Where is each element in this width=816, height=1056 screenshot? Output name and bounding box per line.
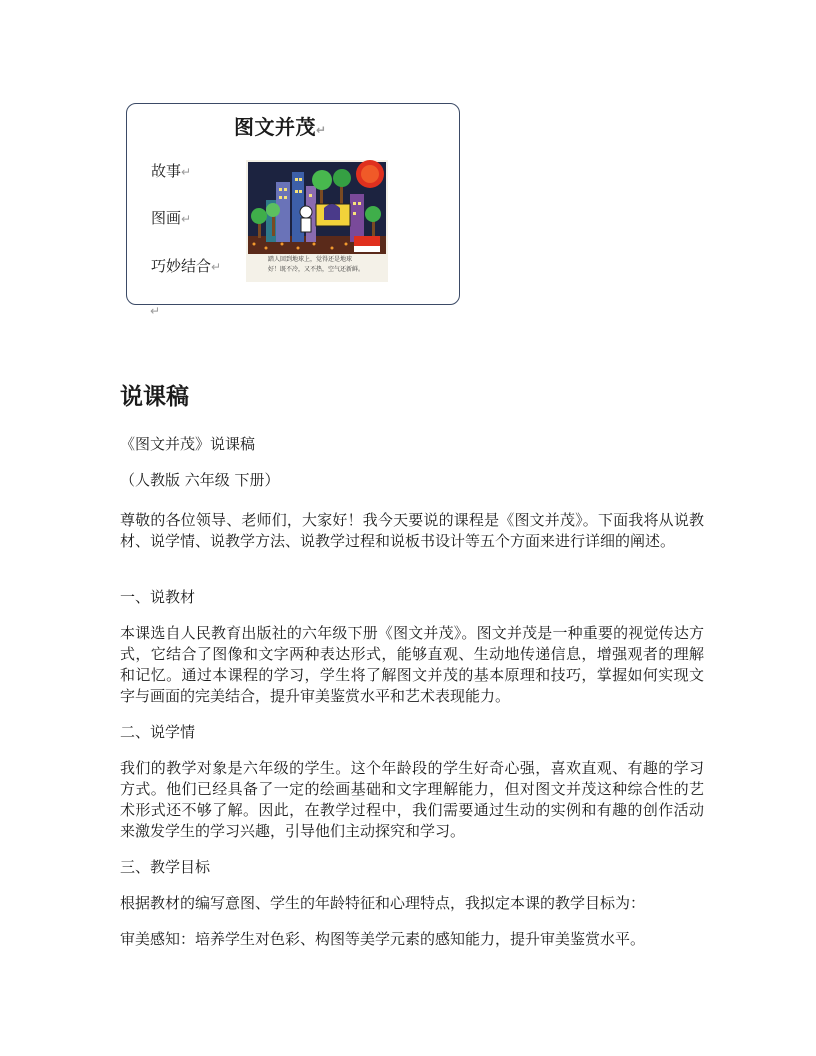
drawing-caption xyxy=(246,253,388,283)
paragraph-mark: ↵ xyxy=(211,260,222,274)
section-heading: 一、说教材 xyxy=(120,588,196,606)
page-heading: 说课稿 xyxy=(120,384,189,410)
drawing-caption-line: 踏人回到地球上，觉得还是地球 xyxy=(268,256,353,263)
box-item-label: 巧妙结合 xyxy=(151,257,212,275)
box-item-picture xyxy=(151,207,191,228)
objective-aesthetic-paragraph: 审美感知：培养学生对色彩、构图等美学元素的感知能力，提升审美鉴赏水平。 xyxy=(120,930,646,948)
box-item-label: 故事 xyxy=(151,162,182,180)
drawing-caption-line: 好！既不冷，又不热，空气还新鲜。 xyxy=(268,266,365,273)
section-heading: 二、说学情 xyxy=(120,723,196,741)
students-paragraph: 我们的教学对象是六年级的学生。这个年龄段的学生好奇心强，喜欢直观、有趣的学习方式。他们已经具备了一定的绘画基础和文字理解能力，但对图文并茂这种综合性的艺术形式还不够了解。因此，在教学过程中，我们需要通过生动的实例和有趣的创作活动来激发学生的学习兴趣，引导他们主动探究和学习。 xyxy=(120,759,704,840)
paragraph-mark: ↵ xyxy=(181,212,192,226)
paragraph-mark: ↵ xyxy=(181,165,192,179)
paragraph-mark: ↵ xyxy=(316,123,327,137)
section-heading: 三、教学目标 xyxy=(120,858,211,876)
textbook-paragraph: 本课选自人民教育出版社的六年级下册《图文并茂》。图文并茂是一种重要的视觉传达方式，它结合了图像和文字两种表达形式，能够直观、生动地传递信息，增强观者的理解和记忆。通过本课程的学习，学生将了解图文并茂的基本原理和技巧，掌握如何实现文字与画面的完美结合，提升审美鉴赏水平和艺术表现能力。 xyxy=(120,624,704,705)
box-title-text: 图文并茂 xyxy=(234,115,316,139)
box-title xyxy=(234,111,327,140)
box-item-combination xyxy=(151,255,221,276)
intro-paragraph: 尊敬的各位领导、老师们，大家好！我今天要说的课程是《图文并茂》。下面我将从说教材、说学情、说教学方法、说教学过程和说板书设计等五个方面来进行详细的阐述。 xyxy=(120,511,704,550)
objectives-intro-paragraph: 根据教材的编写意图、学生的年龄特征和心理特点，我拟定本课的教学目标为： xyxy=(120,894,646,912)
doc-title-line: 《图文并茂》说课稿 xyxy=(120,435,256,453)
box-item-story xyxy=(151,160,191,181)
box-item-label: 图画 xyxy=(151,209,182,227)
paragraph-mark: ↵ xyxy=(150,304,161,318)
edition-line: （人教版 六年级 下册） xyxy=(120,471,280,489)
